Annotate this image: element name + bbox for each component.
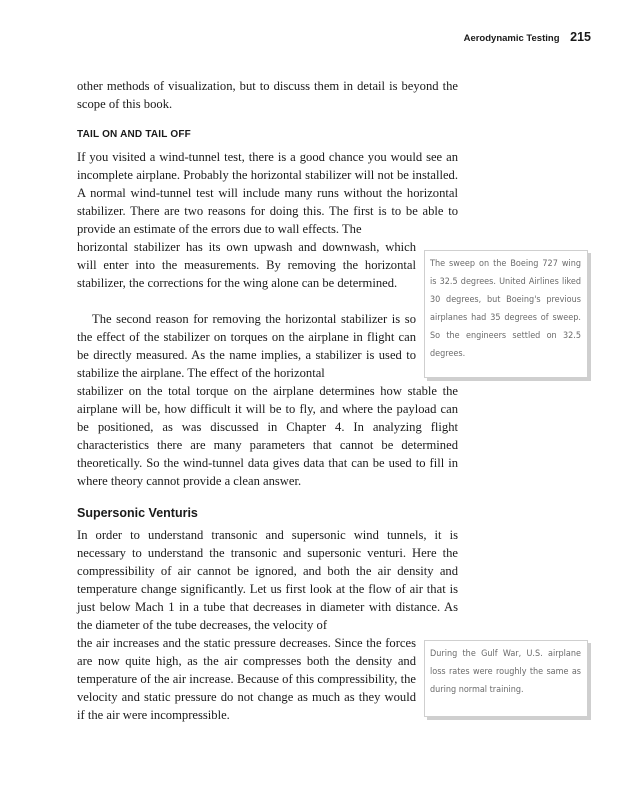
venturi-paragraph-full: In order to understand transonic and supersonic wind tunnels, it is necessary to understand the transonic and supersonic venturi. Here the compressibility of air cannot be ignored, and both the air density and temperature change significantly. Let us first look at the flow of air that is just below Mach 1 in a tube that decreases in diameter with distance. As the diameter of the tube decreases, the velocity of (77, 528, 458, 632)
page-number: 215 (570, 30, 591, 44)
running-title: Aerodynamic Testing (463, 33, 560, 44)
venturi-paragraph-narrow: the air increases and the static pressure decreases. Since the forces are now quite high, as the air compresses both the density and temperature of the air increase. Because of this compressibility, the velocity and static pressure do not change as much as they would if the air were incompressible. (77, 636, 416, 722)
tail-paragraph-1-narrow: horizontal stabilizer has its own upwash and downwash, which will enter into the measurements. By removing the horizontal stabilizer, the corrections for the wing alone can be determined. (77, 240, 416, 290)
section-heading-supersonic-venturis: Supersonic Venturis (77, 506, 198, 520)
tail-paragraph-1-full: If you visited a wind-tunnel test, there is a good chance you would see an incomplete airplane. Probably the horizontal stabilizer will not be installed. A normal wind-tunnel test will include many runs without the horizontal stabilizer. There are two reasons for doing this. The first is to be able to provide an estimate of the errors due to wall effects. The (77, 150, 458, 236)
margin-note-gulf-war: During the Gulf War, U.S. airplane loss rates were roughly the same as during normal training. (424, 640, 588, 717)
tail-paragraph-2-narrow: The second reason for removing the horizontal stabilizer is so the effect of the stabilizer on torques on the airplane in flight can be directly measured. As the name implies, a stabilizer is used to stabilize the airplane. The effect of the horizontal (77, 312, 416, 380)
intro-paragraph: other methods of visualization, but to discuss them in detail is beyond the scope of this book. (77, 79, 458, 111)
section-heading-tail: TAIL ON AND TAIL OFF (77, 129, 191, 140)
running-header (464, 30, 591, 44)
tail-paragraph-2-full: stabilizer on the total torque on the airplane determines how stable the airplane will be, how difficult it will be to fly, and where the payload can be positioned, as was discussed in Chapter 4. In analyzing flight characteristics there are many parameters that cannot be determined theoretically. So the wind-tunnel data gives data that can be used to fill in where theory cannot provide a clean answer. (77, 384, 458, 488)
margin-note-boeing-727: The sweep on the Boeing 727 wing is 32.5 degrees. United Airlines liked 30 degrees, but Boeing's previous airplanes had 35 degrees of sweep. So the engineers settled on 32.5 degrees. (424, 250, 588, 378)
